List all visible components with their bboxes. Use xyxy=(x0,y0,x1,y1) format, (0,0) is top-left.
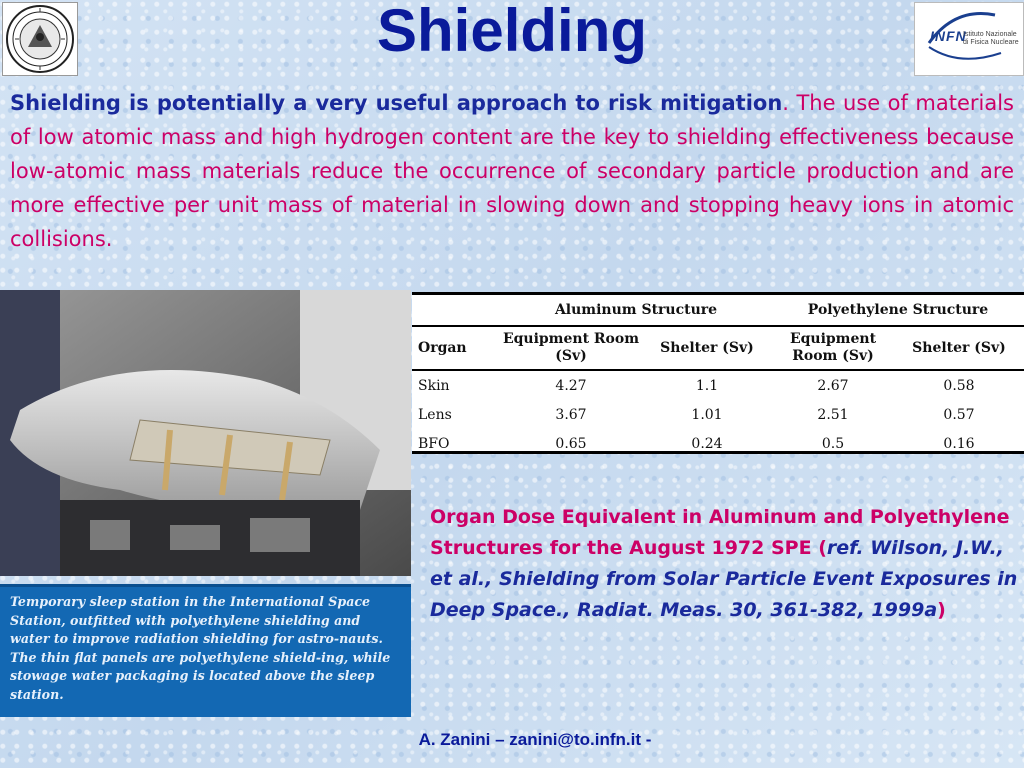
infn-logo-subtitle: Istituto Nazionale di Fisica Nucleare xyxy=(963,31,1019,46)
dose-caption-main: Organ Dose Equivalent in Aluminum and Polyethylene Structures for the August 1972 SPE ( xyxy=(430,506,1010,559)
footer-author: A. Zanini – zanini@to.infn.it - xyxy=(418,730,652,749)
table-cell: 2.51 xyxy=(817,406,849,423)
table-cell: 4.27 xyxy=(555,377,587,394)
table-row xyxy=(412,429,1024,458)
photo-caption: Temporary sleep station in the International Space Station, outfitted with polyethylene shielding and water to improve radiation shielding for astro-nauts. The thin flat panels are polyethylene shield-ing, while stowage water packaging is located above the sleep station. xyxy=(10,594,391,702)
table-cell: BFO xyxy=(418,435,450,452)
table-cell: 0.24 xyxy=(691,435,723,452)
table-header-organ: Organ xyxy=(412,326,500,370)
table-cell: 0.57 xyxy=(943,406,975,423)
table-cell: 1.01 xyxy=(691,406,723,423)
table-row xyxy=(412,400,1024,429)
table-cell: 0.58 xyxy=(943,377,975,394)
table-cell: 1.1 xyxy=(695,377,719,394)
infn-logo-word: INFN xyxy=(930,28,967,44)
table-cell: Skin xyxy=(418,377,450,394)
dose-table-caption xyxy=(430,502,1020,626)
table-row xyxy=(412,370,1024,400)
table-header-al-shelter: Shelter (Sv) xyxy=(642,326,772,370)
sleep-station-photo xyxy=(0,290,411,576)
intro-body: . The use of materials of low atomic mass and high hydrogen content are the key to shielding effectiveness because low-atomic mass materials reduce the occurrence of secondary particle production and are more effective per unit mass of material in slowing down and stopping heavy ions in atomic collisions. xyxy=(10,91,1014,251)
table-cell: 2.67 xyxy=(817,377,849,394)
table-cell: 3.67 xyxy=(555,406,587,423)
table-cell: 0.5 xyxy=(821,435,845,452)
table-header-al-equipment-room: Equipment Room (Sv) xyxy=(500,326,642,370)
dose-caption-close: ) xyxy=(937,599,946,621)
dose-table xyxy=(412,295,1024,458)
table-cell: Lens xyxy=(418,406,452,423)
dose-table-container xyxy=(412,292,1024,454)
table-header-pe-shelter: Shelter (Sv) xyxy=(894,326,1024,370)
intro-paragraph xyxy=(10,86,1014,256)
table-cell: 0.16 xyxy=(943,435,975,452)
table-group-header-polyethylene: Polyethylene Structure xyxy=(772,295,1024,326)
table-header-pe-equipment-room: Equipment Room (Sv) xyxy=(772,326,894,370)
dose-caption-reference: ref. Wilson, J.W., et al., Shielding from Solar Particle Event Exposures in Deep Space., Radiat. Meas. 30, 361-382, 1999a xyxy=(430,537,1018,621)
table-group-header-aluminum: Aluminum Structure xyxy=(500,295,772,326)
intro-lead: Shielding is potentially a very useful approach to risk mitigation xyxy=(10,91,783,115)
table-cell: 0.65 xyxy=(555,435,587,452)
table-group-header-blank xyxy=(412,295,500,326)
slide-title: Shielding xyxy=(377,0,647,64)
